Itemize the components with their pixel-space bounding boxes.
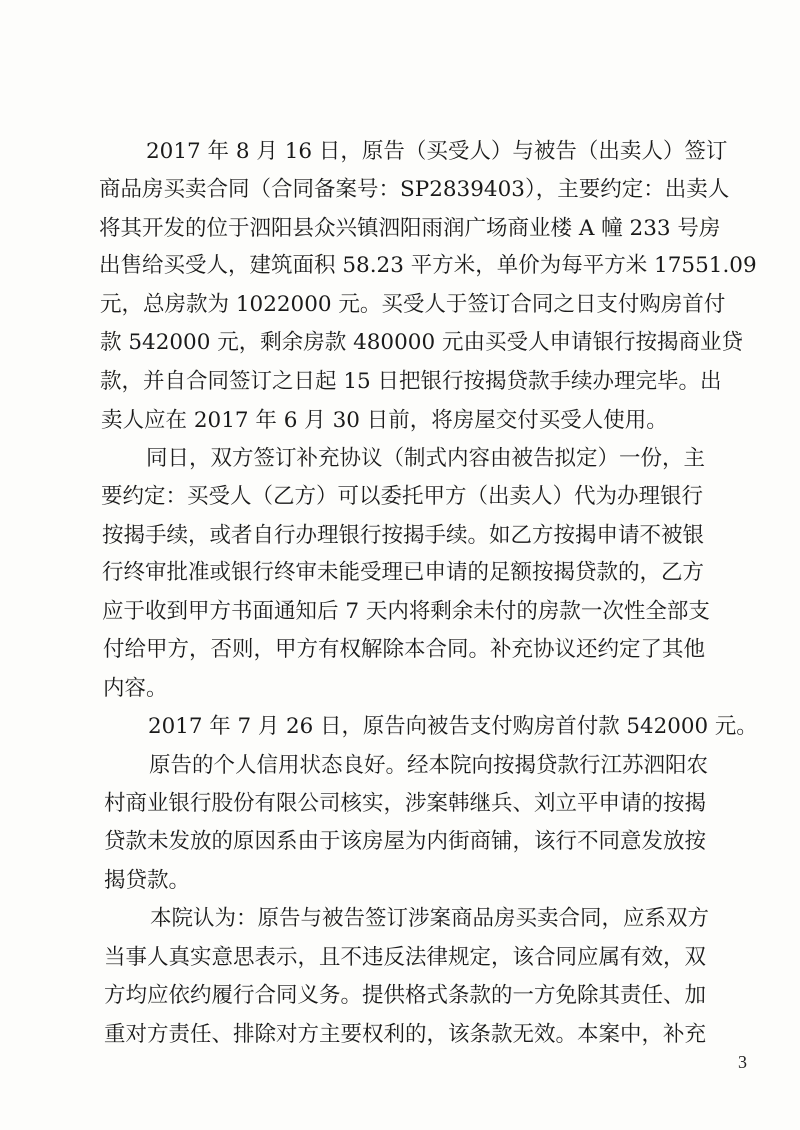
text-line: 揭贷款。 <box>104 868 191 893</box>
text-line: 方均应依约履行合同义务。提供格式条款的一方免除其责任、加 <box>104 983 707 1008</box>
text-line: 同日，双方签订补充协议（制式内容由被告拟定）一份，主 <box>146 446 706 471</box>
text-line: 原告的个人信用状态良好。经本院向按揭贷款行江苏泗阳农 <box>149 753 709 778</box>
text-line: 本院认为：原告与被告签订涉案商品房买卖合同，应系双方 <box>150 906 710 931</box>
page-number: 3 <box>738 1052 747 1072</box>
text-line: 内容。 <box>103 676 168 701</box>
text-line: 款 542000 元，剩余房款 480000 元由买受人申请银行按揭商业贷 <box>100 330 743 355</box>
text-line: 2017 年 7 月 26 日，原告向被告支付购房首付款 542000 元。 <box>148 714 758 739</box>
text-line: 村商业银行股份有限公司核实，涉案韩继兵、刘立平申请的按揭 <box>104 791 707 816</box>
text-line: 2017 年 8 月 16 日，原告（买受人）与被告（出卖人）签订 <box>146 139 728 164</box>
text-line: 重对方责任、排除对方主要权利的，该条款无效。本案中，补充 <box>104 1022 707 1047</box>
text-line: 贷款未发放的原因系由于该房屋为内街商铺，该行不同意发放按 <box>104 829 707 854</box>
text-line: 行终审批准或银行终审未能受理已申请的足额按揭贷款的，乙方 <box>102 560 705 585</box>
text-line: 付给甲方，否则，甲方有权解除本合同。补充协议还约定了其他 <box>103 637 706 662</box>
text-line: 款，并自合同签订之日起 15 日把银行按揭贷款手续办理完毕。出 <box>100 369 722 394</box>
text-line: 卖人应在 2017 年 6 月 30 日前，将房屋交付买受人使用。 <box>101 408 668 433</box>
text-line: 按揭手续，或者自行办理银行按揭手续。如乙方按揭申请不被银 <box>102 523 705 548</box>
text-line: 出售给买受人，建筑面积 58.23 平方米，单价为每平方米 17551.09 <box>99 253 757 278</box>
text-line: 将其开发的位于泗阳县众兴镇泗阳雨润广场商业楼 A 幢 233 号房 <box>99 216 721 241</box>
text-line: 当事人真实意思表示，且不违反法律规定，该合同应属有效，双 <box>104 945 707 970</box>
text-line: 元，总房款为 1022000 元。买受人于签订合同之日支付购房首付 <box>100 292 726 317</box>
text-line: 商品房买卖合同（合同备案号：SP2839403），主要约定：出卖人 <box>99 177 730 202</box>
text-line: 要约定：买受人（乙方）可以委托甲方（出卖人）代为办理银行 <box>101 484 704 509</box>
text-line: 应于收到甲方书面通知后 7 天内将剩余未付的房款一次性全部支 <box>102 599 710 624</box>
